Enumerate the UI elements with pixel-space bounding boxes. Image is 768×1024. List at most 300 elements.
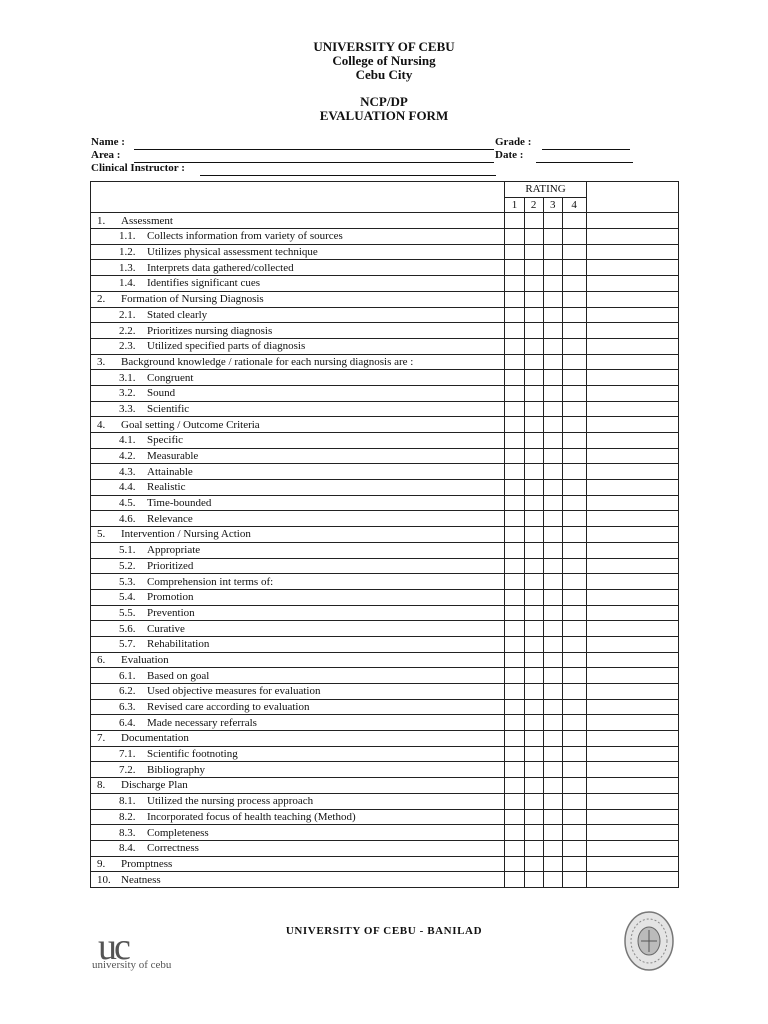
rating-cell-4[interactable] — [562, 495, 586, 511]
remarks-cell[interactable] — [586, 323, 678, 339]
criteria-cell — [91, 417, 505, 433]
rating-cell-2[interactable] — [524, 668, 543, 684]
rating-cell-1[interactable] — [505, 589, 524, 605]
criteria-number: 7. — [97, 732, 106, 745]
rating-cell-2[interactable] — [524, 840, 543, 856]
rating-cell-3[interactable] — [543, 746, 562, 762]
rating-cell-4[interactable] — [562, 370, 586, 386]
rating-cell-3[interactable] — [543, 856, 562, 872]
remarks-cell[interactable] — [586, 762, 678, 778]
rating-cell-2[interactable] — [524, 244, 543, 260]
remarks-cell[interactable] — [586, 589, 678, 605]
remarks-cell[interactable] — [586, 731, 678, 747]
form-code: NCP/DP — [360, 94, 408, 109]
criteria-number: 1.3. — [119, 261, 136, 274]
instructor-label: Clinical Instructor : — [91, 162, 185, 174]
rating-cell-1[interactable] — [505, 480, 524, 496]
criteria-number: 1.4. — [119, 277, 136, 290]
rating-cell-4[interactable] — [562, 558, 586, 574]
rating-cell-2[interactable] — [524, 307, 543, 323]
remarks-cell[interactable] — [586, 793, 678, 809]
rating-cell-4[interactable] — [562, 433, 586, 449]
rating-cell-2[interactable] — [524, 354, 543, 370]
rating-cell-3[interactable] — [543, 244, 562, 260]
rating-cell-3[interactable] — [543, 636, 562, 652]
remarks-cell[interactable] — [586, 699, 678, 715]
table-row — [91, 840, 679, 856]
rating-cell-1[interactable] — [505, 809, 524, 825]
rating-cell-1[interactable] — [505, 715, 524, 731]
table-row — [91, 307, 679, 323]
rating-cell-1[interactable] — [505, 244, 524, 260]
rating-cell-4[interactable] — [562, 699, 586, 715]
rating-cell-4[interactable] — [562, 417, 586, 433]
rating-cell-1[interactable] — [505, 652, 524, 668]
criteria-cell — [91, 276, 505, 292]
remarks-cell[interactable] — [586, 307, 678, 323]
rating-cell-4[interactable] — [562, 731, 586, 747]
rating-cell-3[interactable] — [543, 464, 562, 480]
rating-cell-4[interactable] — [562, 291, 586, 307]
criteria-text: Promotion — [147, 591, 194, 604]
rating-cell-1[interactable] — [505, 307, 524, 323]
remarks-cell[interactable] — [586, 276, 678, 292]
rating-cell-3[interactable] — [543, 338, 562, 354]
criteria-header-cell — [91, 182, 505, 213]
criteria-cell — [91, 825, 505, 841]
table-row — [91, 354, 679, 370]
rating-cell-1[interactable] — [505, 354, 524, 370]
table-row — [91, 825, 679, 841]
rating-cell-1[interactable] — [505, 684, 524, 700]
remarks-cell[interactable] — [586, 527, 678, 543]
rating-cell-3[interactable] — [543, 621, 562, 637]
remarks-cell[interactable] — [586, 401, 678, 417]
date-label: Date : — [495, 149, 524, 161]
rating-cell-2[interactable] — [524, 291, 543, 307]
rating-cell-3[interactable] — [543, 260, 562, 276]
rating-cell-1[interactable] — [505, 605, 524, 621]
rating-cell-1[interactable] — [505, 793, 524, 809]
rating-cell-3[interactable] — [543, 448, 562, 464]
rating-cell-4[interactable] — [562, 354, 586, 370]
rating-cell-2[interactable] — [524, 542, 543, 558]
rating-cell-1[interactable] — [505, 276, 524, 292]
table-row — [91, 605, 679, 621]
rating-cell-3[interactable] — [543, 213, 562, 229]
table-row — [91, 715, 679, 731]
rating-cell-1[interactable] — [505, 338, 524, 354]
name-label: Name : — [91, 136, 125, 148]
rating-cell-1[interactable] — [505, 621, 524, 637]
rating-cell-4[interactable] — [562, 872, 586, 888]
rating-cell-4[interactable] — [562, 244, 586, 260]
criteria-number: 5.6. — [119, 622, 136, 635]
rating-cell-1[interactable] — [505, 699, 524, 715]
rating-cell-1[interactable] — [505, 495, 524, 511]
criteria-cell — [91, 778, 505, 794]
rating-cell-1[interactable] — [505, 872, 524, 888]
table-row — [91, 260, 679, 276]
rating-cell-1[interactable] — [505, 668, 524, 684]
rating-cell-3[interactable] — [543, 527, 562, 543]
criteria-number: 4.6. — [119, 512, 136, 525]
criteria-text: Assessment — [121, 214, 173, 227]
rating-cell-4[interactable] — [562, 511, 586, 527]
table-row — [91, 276, 679, 292]
rating-cell-3[interactable] — [543, 480, 562, 496]
rating-cell-1[interactable] — [505, 542, 524, 558]
university-seal-icon — [623, 910, 675, 972]
criteria-number: 5.1. — [119, 544, 136, 557]
rating-cell-1[interactable] — [505, 213, 524, 229]
criteria-number: 10. — [97, 873, 111, 886]
rating-cell-4[interactable] — [562, 229, 586, 245]
rating-cell-4[interactable] — [562, 684, 586, 700]
rating-cell-4[interactable] — [562, 213, 586, 229]
rating-cell-3[interactable] — [543, 589, 562, 605]
rating-cell-3[interactable] — [543, 731, 562, 747]
remarks-cell[interactable] — [586, 778, 678, 794]
date-field[interactable] — [536, 162, 633, 163]
table-row — [91, 417, 679, 433]
remarks-cell[interactable] — [586, 558, 678, 574]
rating-cell-4[interactable] — [562, 762, 586, 778]
rating-cell-2[interactable] — [524, 589, 543, 605]
criteria-cell — [91, 495, 505, 511]
rating-cell-1[interactable] — [505, 385, 524, 401]
rating-cell-1[interactable] — [505, 762, 524, 778]
rating-cell-3[interactable] — [543, 840, 562, 856]
rating-cell-4[interactable] — [562, 542, 586, 558]
rating-cell-3[interactable] — [543, 370, 562, 386]
rating-cell-2[interactable] — [524, 793, 543, 809]
rating-cell-3[interactable] — [543, 652, 562, 668]
rating-cell-3[interactable] — [543, 495, 562, 511]
criteria-cell — [91, 229, 505, 245]
rating-cell-1[interactable] — [505, 840, 524, 856]
table-row — [91, 480, 679, 496]
criteria-number: 8.3. — [119, 826, 136, 839]
remarks-cell[interactable] — [586, 809, 678, 825]
remarks-cell[interactable] — [586, 213, 678, 229]
rating-cell-4[interactable] — [562, 385, 586, 401]
rating-cell-3[interactable] — [543, 511, 562, 527]
rating-cell-3[interactable] — [543, 574, 562, 590]
rating-cell-2[interactable] — [524, 511, 543, 527]
rating-cell-3[interactable] — [543, 809, 562, 825]
criteria-text: Realistic — [147, 481, 186, 494]
area-field[interactable] — [134, 162, 494, 163]
criteria-text: Revised care according to evaluation — [147, 701, 310, 714]
remarks-cell[interactable] — [586, 621, 678, 637]
rating-cell-2[interactable] — [524, 621, 543, 637]
criteria-text: Attainable — [147, 465, 193, 478]
rating-cell-3[interactable] — [543, 872, 562, 888]
rating-cell-4[interactable] — [562, 636, 586, 652]
rating-cell-4[interactable] — [562, 527, 586, 543]
rating-cell-3[interactable] — [543, 699, 562, 715]
rating-cell-2[interactable] — [524, 731, 543, 747]
criteria-cell — [91, 636, 505, 652]
criteria-text: Prioritized — [147, 559, 194, 572]
remarks-cell[interactable] — [586, 370, 678, 386]
rating-cell-2[interactable] — [524, 417, 543, 433]
rating-cell-3[interactable] — [543, 762, 562, 778]
rating-cell-1[interactable] — [505, 511, 524, 527]
remarks-cell[interactable] — [586, 354, 678, 370]
remarks-cell[interactable] — [586, 480, 678, 496]
table-row — [91, 793, 679, 809]
rating-cell-3[interactable] — [543, 715, 562, 731]
remarks-cell[interactable] — [586, 385, 678, 401]
rating-cell-4[interactable] — [562, 825, 586, 841]
rating-cell-4[interactable] — [562, 778, 586, 794]
rating-cell-3[interactable] — [543, 793, 562, 809]
rating-cell-3[interactable] — [543, 354, 562, 370]
rating-cell-3[interactable] — [543, 291, 562, 307]
rating-cell-1[interactable] — [505, 558, 524, 574]
remarks-cell[interactable] — [586, 244, 678, 260]
criteria-cell — [91, 291, 505, 307]
rating-cell-2[interactable] — [524, 605, 543, 621]
rating-cell-2[interactable] — [524, 872, 543, 888]
rating-cell-3[interactable] — [543, 684, 562, 700]
rating-cell-2[interactable] — [524, 260, 543, 276]
remarks-cell[interactable] — [586, 825, 678, 841]
remarks-cell[interactable] — [586, 511, 678, 527]
rating-cell-4[interactable] — [562, 448, 586, 464]
rating-cell-2[interactable] — [524, 699, 543, 715]
city-name: Cebu City — [355, 67, 413, 82]
remarks-cell[interactable] — [586, 652, 678, 668]
rating-cell-3[interactable] — [543, 323, 562, 339]
rating-cell-2[interactable] — [524, 684, 543, 700]
rating-cell-1[interactable] — [505, 527, 524, 543]
rating-cell-4[interactable] — [562, 668, 586, 684]
criteria-number: 9. — [97, 857, 106, 870]
rating-cell-4[interactable] — [562, 480, 586, 496]
rating-cell-3[interactable] — [543, 401, 562, 417]
rating-cell-1[interactable] — [505, 291, 524, 307]
name-field[interactable] — [134, 149, 494, 150]
criteria-number: 2.3. — [119, 340, 136, 353]
criteria-number: 3.3. — [119, 402, 136, 415]
rating-cell-4[interactable] — [562, 809, 586, 825]
remarks-cell[interactable] — [586, 856, 678, 872]
rating-cell-3[interactable] — [543, 385, 562, 401]
rating-cell-4[interactable] — [562, 715, 586, 731]
criteria-number: 4.3. — [119, 465, 136, 478]
rating-cell-4[interactable] — [562, 589, 586, 605]
evaluation-table — [90, 181, 679, 888]
rating-cell-1[interactable] — [505, 401, 524, 417]
rating-cell-2[interactable] — [524, 652, 543, 668]
criteria-text: Incorporated focus of health teaching (Method) — [147, 810, 356, 823]
rating-cell-1[interactable] — [505, 260, 524, 276]
criteria-cell — [91, 244, 505, 260]
criteria-number: 6.3. — [119, 701, 136, 714]
rating-cell-1[interactable] — [505, 448, 524, 464]
rating-cell-1[interactable] — [505, 636, 524, 652]
criteria-number: 4. — [97, 418, 106, 431]
rating-cell-3[interactable] — [543, 558, 562, 574]
criteria-number: 3. — [97, 355, 106, 368]
rating-cell-2[interactable] — [524, 856, 543, 872]
remarks-cell[interactable] — [586, 872, 678, 888]
rating-cell-2[interactable] — [524, 448, 543, 464]
instructor-field[interactable] — [200, 175, 496, 176]
rating-cell-1[interactable] — [505, 464, 524, 480]
rating-cell-2[interactable] — [524, 527, 543, 543]
table-row — [91, 872, 679, 888]
rating-cell-3[interactable] — [543, 417, 562, 433]
rating-cell-2[interactable] — [524, 385, 543, 401]
rating-cell-3[interactable] — [543, 229, 562, 245]
rating-cell-3[interactable] — [543, 668, 562, 684]
remarks-cell[interactable] — [586, 684, 678, 700]
remarks-cell[interactable] — [586, 840, 678, 856]
rating-cell-4[interactable] — [562, 276, 586, 292]
rating-cell-4[interactable] — [562, 605, 586, 621]
table-row — [91, 511, 679, 527]
rating-cell-4[interactable] — [562, 323, 586, 339]
remarks-cell[interactable] — [586, 668, 678, 684]
criteria-cell — [91, 511, 505, 527]
rating-cell-3[interactable] — [543, 433, 562, 449]
rating-cell-2[interactable] — [524, 464, 543, 480]
rating-cell-1[interactable] — [505, 323, 524, 339]
remarks-cell[interactable] — [586, 636, 678, 652]
criteria-number: 5.2. — [119, 559, 136, 572]
remarks-cell[interactable] — [586, 338, 678, 354]
rating-cell-4[interactable] — [562, 856, 586, 872]
rating-cell-2[interactable] — [524, 558, 543, 574]
rating-cell-2[interactable] — [524, 370, 543, 386]
remarks-cell[interactable] — [586, 448, 678, 464]
rating-cell-2[interactable] — [524, 778, 543, 794]
rating-cell-2[interactable] — [524, 762, 543, 778]
remarks-cell[interactable] — [586, 715, 678, 731]
rating-cell-2[interactable] — [524, 401, 543, 417]
remarks-cell[interactable] — [586, 542, 678, 558]
criteria-text: Bibliography — [147, 763, 206, 776]
remarks-cell[interactable] — [586, 433, 678, 449]
table-row — [91, 636, 679, 652]
remarks-cell[interactable] — [586, 746, 678, 762]
rating-cell-1[interactable] — [505, 746, 524, 762]
criteria-number: 2.2. — [119, 324, 136, 337]
grade-field[interactable] — [542, 149, 630, 150]
rating-cell-3[interactable] — [543, 307, 562, 323]
rating-cell-1[interactable] — [505, 574, 524, 590]
table-row — [91, 401, 679, 417]
rating-cell-2[interactable] — [524, 495, 543, 511]
rating-cell-1[interactable] — [505, 731, 524, 747]
remarks-cell[interactable] — [586, 464, 678, 480]
rating-cell-2[interactable] — [524, 338, 543, 354]
rating-cell-1[interactable] — [505, 433, 524, 449]
rating-cell-2[interactable] — [524, 825, 543, 841]
remarks-cell[interactable] — [586, 229, 678, 245]
rating-cell-1[interactable] — [505, 856, 524, 872]
rating-cell-4[interactable] — [562, 574, 586, 590]
criteria-text: Specific — [147, 434, 184, 447]
rating-cell-2[interactable] — [524, 213, 543, 229]
rating-cell-2[interactable] — [524, 229, 543, 245]
rating-cell-2[interactable] — [524, 323, 543, 339]
rating-cell-4[interactable] — [562, 840, 586, 856]
table-row — [91, 558, 679, 574]
rating-cell-2[interactable] — [524, 715, 543, 731]
criteria-text: Based on goal — [147, 669, 210, 682]
rating-cell-2[interactable] — [524, 746, 543, 762]
criteria-number: 5.7. — [119, 638, 136, 651]
rating-cell-3[interactable] — [543, 542, 562, 558]
rating-cell-1[interactable] — [505, 370, 524, 386]
rating-cell-4[interactable] — [562, 401, 586, 417]
remarks-cell[interactable] — [586, 291, 678, 307]
remarks-cell[interactable] — [586, 605, 678, 621]
criteria-cell — [91, 574, 505, 590]
criteria-cell — [91, 684, 505, 700]
rating-cell-2[interactable] — [524, 574, 543, 590]
criteria-text: Documentation — [121, 732, 189, 745]
rating-cell-3[interactable] — [543, 825, 562, 841]
table-row — [91, 527, 679, 543]
rating-cell-4[interactable] — [562, 621, 586, 637]
rating-cell-2[interactable] — [524, 809, 543, 825]
rating-cell-2[interactable] — [524, 636, 543, 652]
rating-cell-4[interactable] — [562, 338, 586, 354]
criteria-number: 2. — [97, 293, 106, 306]
rating-cell-4[interactable] — [562, 464, 586, 480]
rating-cell-3[interactable] — [543, 605, 562, 621]
criteria-number: 3.2. — [119, 387, 136, 400]
criteria-number: 6. — [97, 653, 106, 666]
rating-cell-4[interactable] — [562, 793, 586, 809]
remarks-cell[interactable] — [586, 495, 678, 511]
criteria-text: Background knowledge / rationale for each nursing diagnosis are : — [121, 355, 414, 368]
rating-header-row — [91, 182, 679, 198]
rating-cell-4[interactable] — [562, 260, 586, 276]
criteria-cell — [91, 480, 505, 496]
rating-cell-2[interactable] — [524, 433, 543, 449]
rating-cell-1[interactable] — [505, 417, 524, 433]
criteria-cell — [91, 260, 505, 276]
rating-cell-1[interactable] — [505, 229, 524, 245]
rating-cell-3[interactable] — [543, 778, 562, 794]
rating-cell-4[interactable] — [562, 746, 586, 762]
rating-cell-1[interactable] — [505, 778, 524, 794]
rating-cell-2[interactable] — [524, 480, 543, 496]
rating-cell-2[interactable] — [524, 276, 543, 292]
criteria-number: 4.1. — [119, 434, 136, 447]
table-row — [91, 809, 679, 825]
table-row — [91, 684, 679, 700]
remarks-cell[interactable] — [586, 260, 678, 276]
rating-cell-3[interactable] — [543, 276, 562, 292]
remarks-cell[interactable] — [586, 417, 678, 433]
criteria-number: 8.2. — [119, 810, 136, 823]
rating-cell-4[interactable] — [562, 307, 586, 323]
remarks-cell[interactable] — [586, 574, 678, 590]
rating-cell-1[interactable] — [505, 825, 524, 841]
rating-scale-2: 2 — [524, 197, 543, 213]
criteria-text: Identifies significant cues — [147, 277, 261, 290]
rating-cell-4[interactable] — [562, 652, 586, 668]
criteria-cell — [91, 307, 505, 323]
